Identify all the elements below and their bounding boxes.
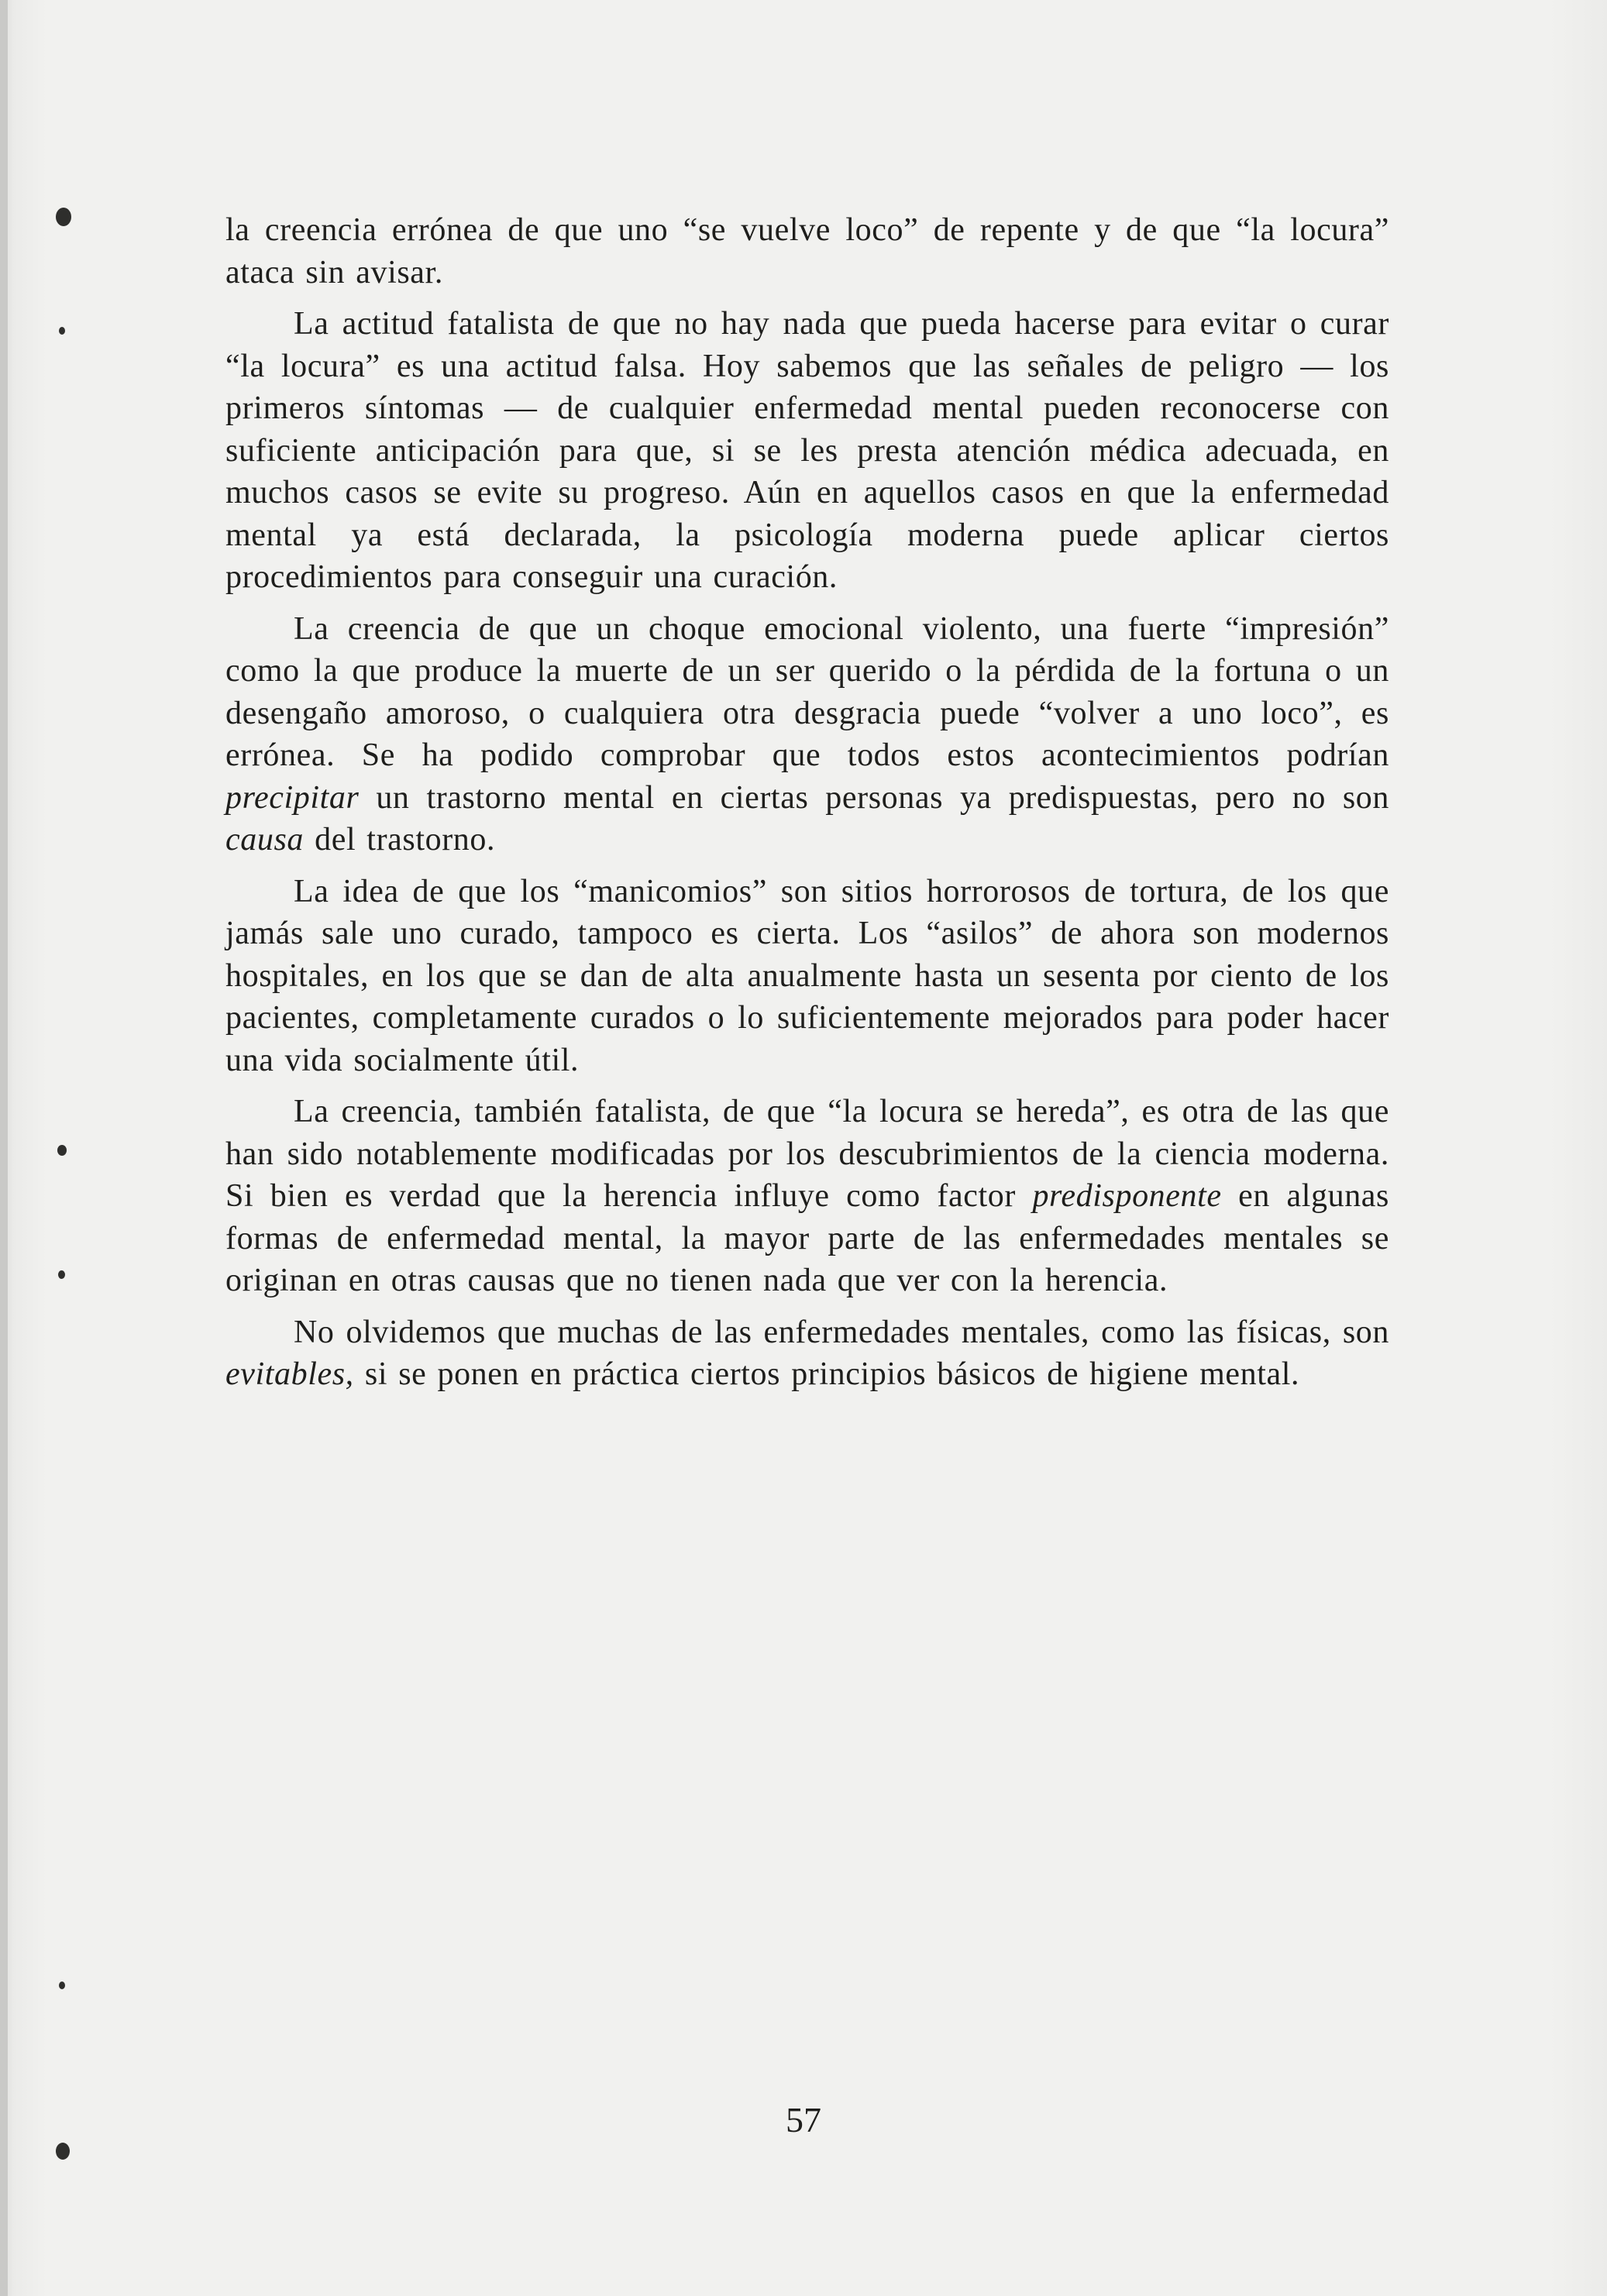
body-text bbox=[225, 209, 1389, 1405]
paragraph-text: La creencia, también fatalista, de que “la locura se hereda”, es otra de las que han sido notablemente modificadas por los descubrimientos de la ciencia moderna. Si bien es verdad que la herencia influye como factor bbox=[225, 1094, 1389, 1214]
paragraph: la creencia errónea de que uno “se vuelve loco” de repente y de que “la locura” ataca sin avisar. bbox=[225, 212, 1389, 290]
page-left-edge bbox=[0, 0, 8, 2296]
page-number: 57 bbox=[786, 2100, 821, 2140]
italic-emphasis: causa bbox=[225, 822, 304, 858]
paragraph bbox=[225, 1091, 1389, 1302]
binding-hole-mark bbox=[59, 1982, 65, 1989]
paragraph-text: del trastorno. bbox=[304, 822, 496, 858]
binding-hole-mark bbox=[58, 1270, 65, 1279]
paragraph bbox=[225, 608, 1389, 861]
italic-emphasis: precipitar bbox=[225, 779, 360, 816]
binding-hole-mark bbox=[57, 1145, 67, 1156]
paragraph: La actitud fatalista de que no hay nada que pueda hacerse para evitar o curar “la locura” es una actitud falsa. Hoy sabemos que las señales de peligro — los primeros síntomas — de cualquier enfermedad mental pueden reconocerse con suficiente anticipación para que, si se les presta atención médica adecuada, en muchos casos se evite su progreso. Aún en aquellos casos en que la enfermedad mental ya está declarada, la psicología moderna puede aplicar ciertos procedimientos para conseguir una curación. bbox=[225, 306, 1389, 595]
italic-emphasis: evitables, bbox=[225, 1356, 354, 1392]
binding-hole-mark bbox=[56, 208, 71, 226]
paragraph-text: La creencia de que un choque emocional violento, una fuerte “impresión” como la que produce la muerte de un ser querido o la pérdida de la fortuna o un desengaño amoroso, o cualquiera otra desgracia puede “volver a uno loco”, es errónea. Se ha podido comprobar que todos estos acontecimientos podrían bbox=[225, 610, 1389, 773]
paragraph-text: No olvidemos que muchas de las enfermedades mentales, como las físicas, son bbox=[294, 1314, 1389, 1350]
paragraph-text: un trastorno mental en ciertas personas ya predispuestas, pero no son bbox=[359, 779, 1389, 816]
paragraph: La idea de que los “manicomios” son sitios horrorosos de tortura, de los que jamás sale uno curado, tampoco es cierta. Los “asilos” de ahora son modernos hospitales, en los que se dan de alta anualmente hasta un sesenta por ciento de los pacientes, completamente curados o lo suficientemente mejorados para poder hacer una vida socialmente útil. bbox=[225, 873, 1389, 1078]
paragraph-text: si se ponen en práctica ciertos principios básicos de higiene mental. bbox=[353, 1356, 1300, 1392]
binding-hole-mark bbox=[59, 327, 65, 335]
italic-emphasis: predisponente bbox=[1032, 1178, 1222, 1214]
binding-hole-mark bbox=[56, 2143, 70, 2160]
paragraph-text: en algunas formas de enfermedad mental, la mayor parte de las enfermedades mentales se originan en otras causas que no tienen nada que ver con la herencia. bbox=[225, 1178, 1389, 1298]
paragraph bbox=[225, 1311, 1389, 1396]
